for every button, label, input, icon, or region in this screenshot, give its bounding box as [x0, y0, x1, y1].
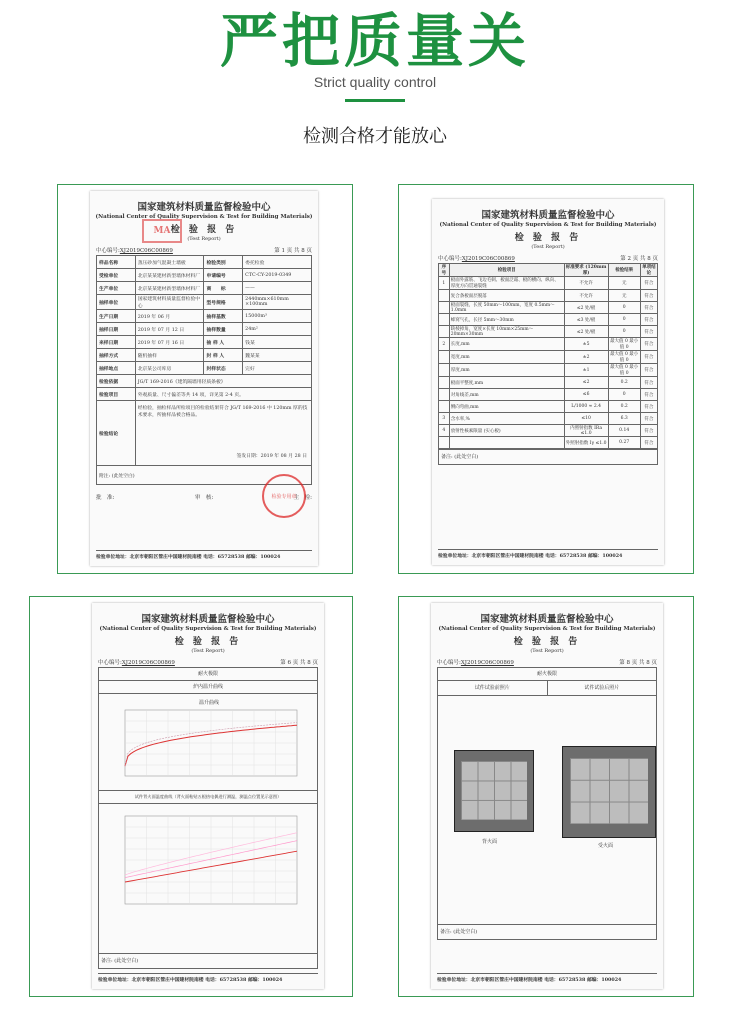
- table-cell: 复合条板面层脱落: [449, 290, 564, 302]
- field-label: 抽样地点: [97, 362, 136, 375]
- table-cell: ≤3 处/板: [564, 314, 608, 326]
- table-cell: 符合: [640, 425, 657, 437]
- table-cell: 0: [608, 314, 640, 326]
- info-row: [97, 323, 312, 336]
- column-header: 检验项目: [449, 264, 564, 277]
- chart1-title: 炉内温升曲线: [99, 681, 317, 694]
- field-label: 抽样数量: [204, 323, 243, 336]
- field-label: 封 样 人: [204, 349, 243, 362]
- page-number: 第 8 页 共 8 页: [619, 660, 657, 666]
- table-cell: ≤10: [564, 413, 608, 425]
- table-cell: 符合: [640, 326, 657, 338]
- table-cell: 符合: [640, 302, 657, 314]
- field-label: 来样日期: [97, 336, 136, 349]
- report-footer: 检验单位地址：北京市朝阳区管庄中国建材院南楼 电话：65728538 邮编：100024: [96, 550, 312, 560]
- field-value: 北京某某建材新型墙体材料厂: [135, 282, 204, 295]
- org-name: 国家建筑材料质量监督检验中心: [137, 202, 271, 213]
- chart2-grid: [125, 816, 297, 904]
- table-row: [439, 314, 658, 326]
- table-cell: ±1: [564, 364, 608, 377]
- table-cell: 最大值 0 最小值 0: [608, 351, 640, 364]
- table-cell: ±5: [564, 338, 608, 351]
- items-label: 检验项目: [97, 388, 136, 401]
- table-cell: 符合: [640, 338, 657, 351]
- table-cell: [439, 364, 450, 377]
- table-cell: [439, 351, 450, 364]
- table-cell: 无: [608, 277, 640, 290]
- table-cell: 2: [439, 338, 450, 351]
- table-cell: 符合: [640, 277, 657, 290]
- table-row: [439, 389, 658, 401]
- info-row: [97, 349, 312, 362]
- table-cell: 符合: [640, 351, 657, 364]
- column-header: 单项结论: [642, 265, 656, 276]
- approve-label: 批 准:: [96, 495, 115, 501]
- basis-label: 检验依据: [97, 375, 136, 388]
- field-label: 抽样方式: [97, 349, 136, 362]
- table-cell: 0.14: [608, 425, 640, 437]
- field-label: 生产单位: [97, 282, 136, 295]
- field-label: 抽 样 人: [204, 336, 243, 349]
- field-label: 抽样单位: [97, 295, 136, 310]
- table-cell: L/1000 ≈ 2.4: [564, 401, 608, 413]
- table-cell: 不允许: [564, 290, 608, 302]
- review-label: 审 核:: [194, 495, 214, 501]
- org-name-en: (National Center of Quality Supervision & Test for Building Materials): [99, 626, 317, 632]
- field-value: 24m²: [243, 323, 312, 336]
- photo-col-after: 试件试验后照片: [584, 685, 620, 691]
- info-row: [97, 310, 312, 323]
- field-value: 委托检验: [243, 256, 312, 269]
- table-cell: 板面外露筋、飞边毛刺、板面泛霜、板的横向、纵向、厚度方向贯通裂缝: [449, 277, 564, 290]
- report-frame-3: [29, 596, 353, 997]
- table-cell: 蜂窝气孔，长径 5mm～30mm: [449, 314, 564, 326]
- note-box: [437, 925, 657, 940]
- table-cell: 符合: [640, 401, 657, 413]
- sample-info-table: [96, 255, 312, 485]
- report-frame-4: [398, 596, 694, 997]
- report-title-en: (Test Report): [187, 236, 221, 242]
- table-row: [439, 401, 658, 413]
- check-label: 主 检:: [293, 495, 312, 501]
- note-value: (此处空白): [114, 958, 139, 964]
- chart1-label: 温升曲线: [198, 700, 220, 706]
- page-number: 第 2 页 共 8 页: [620, 256, 658, 262]
- photo-before: [454, 750, 534, 832]
- org-name: 国家建筑材料质量监督检验中心: [481, 210, 615, 221]
- note-label: 备注:: [441, 454, 453, 460]
- table-cell: [439, 377, 450, 389]
- table-cell: 板面裂缝，长度 50mm～100mm，宽度 0.5mm～1.0mm: [449, 302, 564, 314]
- field-value: 完好: [243, 362, 312, 375]
- field-label: 型号规格: [204, 295, 243, 310]
- cma-logo: MA: [142, 219, 182, 243]
- seal-stamp: 检验专用章: [262, 474, 306, 518]
- report-meta: [96, 246, 312, 254]
- report-title: 检 验 报 告: [513, 637, 581, 647]
- center-no: 中心编号:XJ2019C06C00869: [438, 256, 515, 262]
- test-result-table: [438, 263, 658, 449]
- org-name-en: (National Center of Quality Supervision & Test for Building Materials): [95, 214, 313, 220]
- info-row: [97, 336, 312, 349]
- report-title: 检 验 报 告: [170, 225, 238, 235]
- table-cell: 符合: [640, 413, 657, 425]
- table-cell: 符合: [640, 314, 657, 326]
- info-row: [97, 269, 312, 282]
- table-cell: ≤2 处/板: [564, 302, 608, 314]
- table-cell: 含水率,%: [449, 413, 564, 425]
- section-title: 耐火极限: [438, 668, 656, 681]
- note-box: [438, 449, 658, 465]
- report-meta: [438, 254, 658, 262]
- field-value: ——: [243, 282, 312, 295]
- report-title: 检 验 报 告: [514, 233, 582, 243]
- table-row: [439, 425, 658, 437]
- items-value: 外观质量、尺寸偏差等共 14 项，详见第 2-4 页。: [135, 388, 311, 401]
- table-row: [439, 290, 658, 302]
- field-label: 抽样基数: [204, 310, 243, 323]
- table-cell: 符合: [640, 389, 657, 401]
- table-cell: 0: [608, 326, 640, 338]
- table-cell: 0.27: [608, 437, 640, 449]
- report-footer: 检验单位地址：北京市朝阳区管庄中国建材院南楼 电话：65728538 邮编：100024: [437, 973, 657, 983]
- report-frame-2: [398, 184, 694, 574]
- field-value: 魏某某: [243, 349, 312, 362]
- table-cell: ≤2 处/板: [564, 326, 608, 338]
- photo-after: [562, 746, 656, 838]
- field-value: 15000m³: [243, 310, 312, 323]
- info-row: [97, 295, 312, 310]
- center-no: 中心编号:XJ2019C06C00869: [437, 660, 514, 666]
- column-header: 标准要求 (120mm 厚): [565, 265, 607, 276]
- field-value: 国家建筑材料质量监督检验中心: [135, 295, 204, 310]
- field-value: CTC-CY-2019-0349: [243, 269, 312, 282]
- table-row: [439, 326, 658, 338]
- report-page-1: [90, 191, 318, 566]
- table-cell: 0.2: [608, 401, 640, 413]
- attach-value: (此处空白): [111, 473, 135, 479]
- table-cell: 厚度,mm: [449, 364, 564, 377]
- report-title-en: (Test Report): [531, 244, 565, 250]
- report-page-3: [92, 603, 324, 989]
- table-cell: 板面平整度,mm: [449, 377, 564, 389]
- field-value: 蒸压砂加气混凝土墙板: [135, 256, 204, 269]
- basis-value: JG/T 169-2016《建筑隔墙用轻质条板》: [135, 375, 311, 388]
- conclusion-label: 检验结论: [97, 401, 136, 466]
- field-value: 2440mm×610mm ×100mm: [243, 295, 312, 310]
- field-value: 2019 年 06 月: [135, 310, 204, 323]
- table-row: [439, 277, 658, 290]
- table-cell: 放射性核素限量 (实心板): [449, 425, 564, 437]
- sign-date: 签发日期：2019 年 08 月 28 日: [236, 454, 307, 459]
- report-footer: 检验单位地址：北京市朝阳区管庄中国建材院南楼 电话：65728538 邮编：100024: [438, 549, 658, 559]
- chart2-title: 试件背火面温度曲线（背火面粘贴五根热电偶进行测温，测温点位置见示意图）: [99, 790, 317, 804]
- report-title-en: (Test Report): [191, 648, 225, 654]
- field-value: 钱某: [243, 336, 312, 349]
- attach-label: 附注:: [99, 473, 111, 479]
- report-frame-1: [57, 184, 353, 574]
- org-name: 国家建筑材料质量监督检验中心: [141, 614, 275, 625]
- table-cell: 最大值 0 最小值 0: [608, 338, 640, 351]
- column-header: 序号: [439, 264, 450, 277]
- table-cell: 长度,mm: [449, 338, 564, 351]
- org-name-en: (National Center of Quality Supervision & Test for Building Materials): [439, 222, 657, 228]
- hero-subtitle: Strict quality control: [313, 74, 437, 90]
- report-footer: 检验单位地址：北京市朝阳区管庄中国建材院南楼 电话：65728538 邮编：100024: [98, 973, 318, 983]
- info-row: [97, 362, 312, 375]
- field-value: 2019 年 07 月 12 日: [135, 323, 204, 336]
- field-label: 受检单位: [97, 269, 136, 282]
- field-label: 抽样日期: [97, 323, 136, 336]
- photo-box: [437, 667, 657, 925]
- table-cell: [439, 314, 450, 326]
- page-number: 第 6 页 共 8 页: [280, 660, 318, 666]
- table-row: [439, 338, 658, 351]
- table-row: [439, 364, 658, 377]
- report-title-en: (Test Report): [530, 648, 564, 654]
- table-row: [439, 437, 658, 449]
- table-cell: 最大值 0 最小值 0: [608, 364, 640, 377]
- table-cell: ±2: [564, 351, 608, 364]
- table-cell: 缺棱掉角，宽度×长度 10mm×25mm～20mm×30mm: [449, 326, 564, 338]
- table-cell: 0: [608, 389, 640, 401]
- hero-caption: 检测合格才能放心: [303, 126, 447, 147]
- chart1-grid: [125, 710, 297, 776]
- table-cell: 1: [439, 277, 450, 290]
- field-value: 北京某某建材新型墙体材料厂: [135, 269, 204, 282]
- conclusion-value: 经检验，抽检样品所检项目的检验结果符合 JG/T 169-2016 中 120mm 厚的技术要求，所抽样品被合格品。: [137, 406, 308, 418]
- table-cell: 侧向弯曲,mm: [449, 401, 564, 413]
- field-label: 生产日期: [97, 310, 136, 323]
- report-title: 检 验 报 告: [174, 637, 242, 647]
- backside-temp-chart: [103, 808, 315, 920]
- table-cell: 宽度,mm: [449, 351, 564, 364]
- note-label: 备注:: [101, 958, 113, 964]
- table-row: [439, 377, 658, 389]
- info-row: [97, 256, 312, 269]
- field-label: 申请编号: [204, 269, 243, 282]
- photo-col-before: 试件试验前照片: [438, 681, 548, 695]
- info-row: [97, 282, 312, 295]
- field-label: 检验类别: [204, 256, 243, 269]
- report-meta: [98, 658, 318, 666]
- furnace-temp-chart: [103, 696, 315, 788]
- field-value: 随机抽样: [135, 349, 204, 362]
- page-number: 第 1 页 共 8 页: [274, 248, 312, 254]
- column-header: 检验结果: [608, 264, 640, 277]
- table-cell: ≤6: [564, 389, 608, 401]
- table-cell: 内照射指数 IRa ≤1.0: [564, 425, 608, 437]
- table-cell: 无: [608, 290, 640, 302]
- table-cell: [439, 290, 450, 302]
- table-cell: 外照射指数 Iγ ≤1.0: [564, 437, 608, 449]
- table-cell: [439, 389, 450, 401]
- org-name: 国家建筑材料质量监督检验中心: [480, 614, 614, 625]
- report-page-2: [432, 199, 664, 565]
- table-cell: 3: [439, 413, 450, 425]
- table-cell: 符合: [640, 377, 657, 389]
- field-label: 商 标: [204, 282, 243, 295]
- note-value: (此处空白): [453, 929, 478, 935]
- table-cell: 0: [608, 302, 640, 314]
- org-name-en: (National Center of Quality Supervision & Test for Building Materials): [438, 626, 656, 632]
- table-cell: 符合: [640, 364, 657, 377]
- field-value: 2019 年 07 月 16 日: [135, 336, 204, 349]
- fire-test-box: [98, 667, 318, 954]
- table-cell: 符合: [640, 290, 657, 302]
- table-cell: [439, 302, 450, 314]
- table-cell: [449, 437, 564, 449]
- section-title: 耐火极限: [99, 668, 317, 681]
- table-cell: [439, 401, 450, 413]
- field-label: 封样状态: [204, 362, 243, 375]
- hero-divider: [345, 99, 405, 102]
- note-value: (此处空白): [454, 454, 479, 460]
- photo-caption-2: 受火面: [598, 843, 614, 849]
- table-cell: [439, 326, 450, 338]
- table-cell: 0.2: [608, 377, 640, 389]
- hero-title: 严把质量关: [219, 7, 530, 75]
- table-cell: 对角线差,mm: [449, 389, 564, 401]
- center-no: 中心编号:XJ2019C06C00869: [98, 660, 175, 666]
- field-value: 北京某公司库房: [135, 362, 204, 375]
- center-no: 中心编号:XJ2019C06C00869: [96, 248, 173, 254]
- photo-caption-1: 背火面: [482, 839, 498, 845]
- table-row: [439, 413, 658, 425]
- table-cell: ≤2: [564, 377, 608, 389]
- table-cell: 不允许: [564, 277, 608, 290]
- report-page-4: [431, 603, 663, 989]
- table-cell: 符合: [640, 437, 657, 449]
- table-cell: 4: [439, 425, 450, 437]
- table-row: [439, 302, 658, 314]
- note-label: 备注:: [440, 929, 452, 935]
- table-row: [439, 351, 658, 364]
- table-cell: [439, 437, 450, 449]
- report-meta: [437, 658, 657, 666]
- note-box: [98, 954, 318, 969]
- field-label: 样品名称: [97, 256, 136, 269]
- table-cell: 6.3: [608, 413, 640, 425]
